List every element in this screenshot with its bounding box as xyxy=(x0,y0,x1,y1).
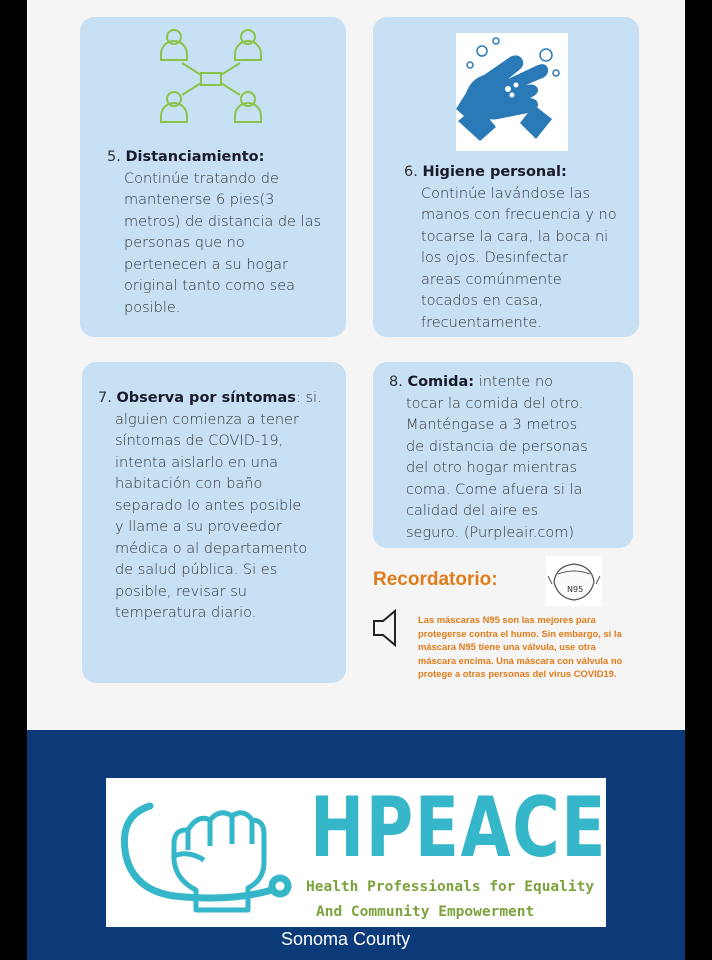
hygiene-text xyxy=(404,162,638,334)
food-number: 8. xyxy=(389,374,403,390)
food-title-suffix: intente no xyxy=(474,374,554,390)
card-symptoms xyxy=(82,362,346,683)
distancing-line: metros) de distancia de las xyxy=(124,213,322,230)
card-hygiene xyxy=(373,17,639,337)
reminder-line: máscara N95 tiene una válvula, use otra xyxy=(418,641,596,652)
hygiene-number: 6. xyxy=(404,164,418,180)
hygiene-line: tocados en casa, xyxy=(421,293,544,309)
food-line: coma. Come afuera si la xyxy=(406,481,583,498)
n95-mask-icon xyxy=(546,556,602,606)
distancing-line: personas que no xyxy=(124,235,245,251)
n95-mask-label: N95 xyxy=(567,585,584,594)
reminder-line: Las máscaras N95 son las mejores para xyxy=(418,614,596,625)
distancing-line: original tanto como sea xyxy=(124,278,296,294)
food-line: Manténgase a 3 metros xyxy=(406,417,578,433)
hygiene-title: Higiene personal: xyxy=(422,164,567,180)
flyer-page xyxy=(27,0,685,960)
symptoms-title: Observa por síntomas xyxy=(116,390,296,406)
symptoms-line: separado lo antes posible xyxy=(115,497,302,514)
reminder-line: máscara encima. Una máscara con válvula no xyxy=(418,654,623,666)
food-title: Comida: xyxy=(407,374,475,390)
distancing-number: 5. xyxy=(107,149,121,165)
card-distancing xyxy=(80,17,346,337)
food-line: de distancia de personas xyxy=(406,438,588,455)
hygiene-line: Continúe lavándose las xyxy=(421,185,591,202)
reminder-title: Recordatorio: xyxy=(373,569,498,590)
symptoms-title-suffix: : si. xyxy=(295,390,322,406)
distancing-line: mantenerse 6 pies(3 xyxy=(124,192,275,208)
symptoms-line: de salud pública. Si es xyxy=(115,562,278,578)
hygiene-line: areas comúnmente xyxy=(421,271,562,288)
reminder-line: protege a otras personas del virus COVID19. xyxy=(418,668,617,679)
hpeace-subtitle-line1: Health Professionals for Equality xyxy=(306,879,595,895)
food-line: del otro hogar mientras xyxy=(406,460,578,476)
food-line: seguro. (Purpleair.com) xyxy=(406,524,575,541)
fist-stethoscope-icon xyxy=(112,786,302,922)
food-line: tocar la comida del otro. xyxy=(406,395,584,412)
symptoms-line: habitación con baño xyxy=(115,476,263,492)
distancing-line: pertenecen a su hogar xyxy=(124,256,288,273)
food-line: calidad del aire es xyxy=(406,503,539,519)
distancing-line: Continúe tratando de xyxy=(124,170,279,187)
card-food xyxy=(373,362,633,548)
symptoms-text xyxy=(98,388,346,625)
food-text xyxy=(389,372,633,544)
symptoms-line: alguien comienza a tener xyxy=(115,411,299,428)
symptoms-line: intenta aislarlo en una xyxy=(115,454,279,471)
reminder-line: protegerse contra el humo. Sin embargo, si la xyxy=(418,627,622,639)
hygiene-line: manos con frecuencia y no xyxy=(421,207,617,223)
speaker-icon xyxy=(371,608,411,648)
symptoms-number: 7. xyxy=(98,390,112,406)
county-label: Sonoma County xyxy=(281,929,411,949)
distancing-title: Distanciamiento: xyxy=(125,149,265,165)
symptoms-line: síntomas de COVID-19, xyxy=(115,433,284,449)
social-distance-people-icon xyxy=(156,25,266,133)
hpeace-logo xyxy=(106,778,606,927)
hygiene-line: tocarse la cara, la boca ni xyxy=(421,228,609,245)
hygiene-line: frecuentamente. xyxy=(421,314,542,331)
hpeace-title: HPEACE xyxy=(310,779,608,876)
footer xyxy=(27,730,685,960)
hygiene-line: los ojos. Desinfectar xyxy=(421,250,568,266)
symptoms-line: médica o al departamento xyxy=(115,540,308,557)
symptoms-line: posible, revisar su xyxy=(115,583,247,600)
reminder-text xyxy=(418,613,658,681)
distancing-line: posible. xyxy=(124,299,181,316)
symptoms-line: y llame a su proveedor xyxy=(115,519,282,535)
distancing-text xyxy=(107,147,343,319)
hpeace-subtitle-line2: And Community Empowerment xyxy=(316,904,535,920)
hand-washing-icon xyxy=(456,33,568,151)
symptoms-line: temperatura diario. xyxy=(115,605,257,621)
